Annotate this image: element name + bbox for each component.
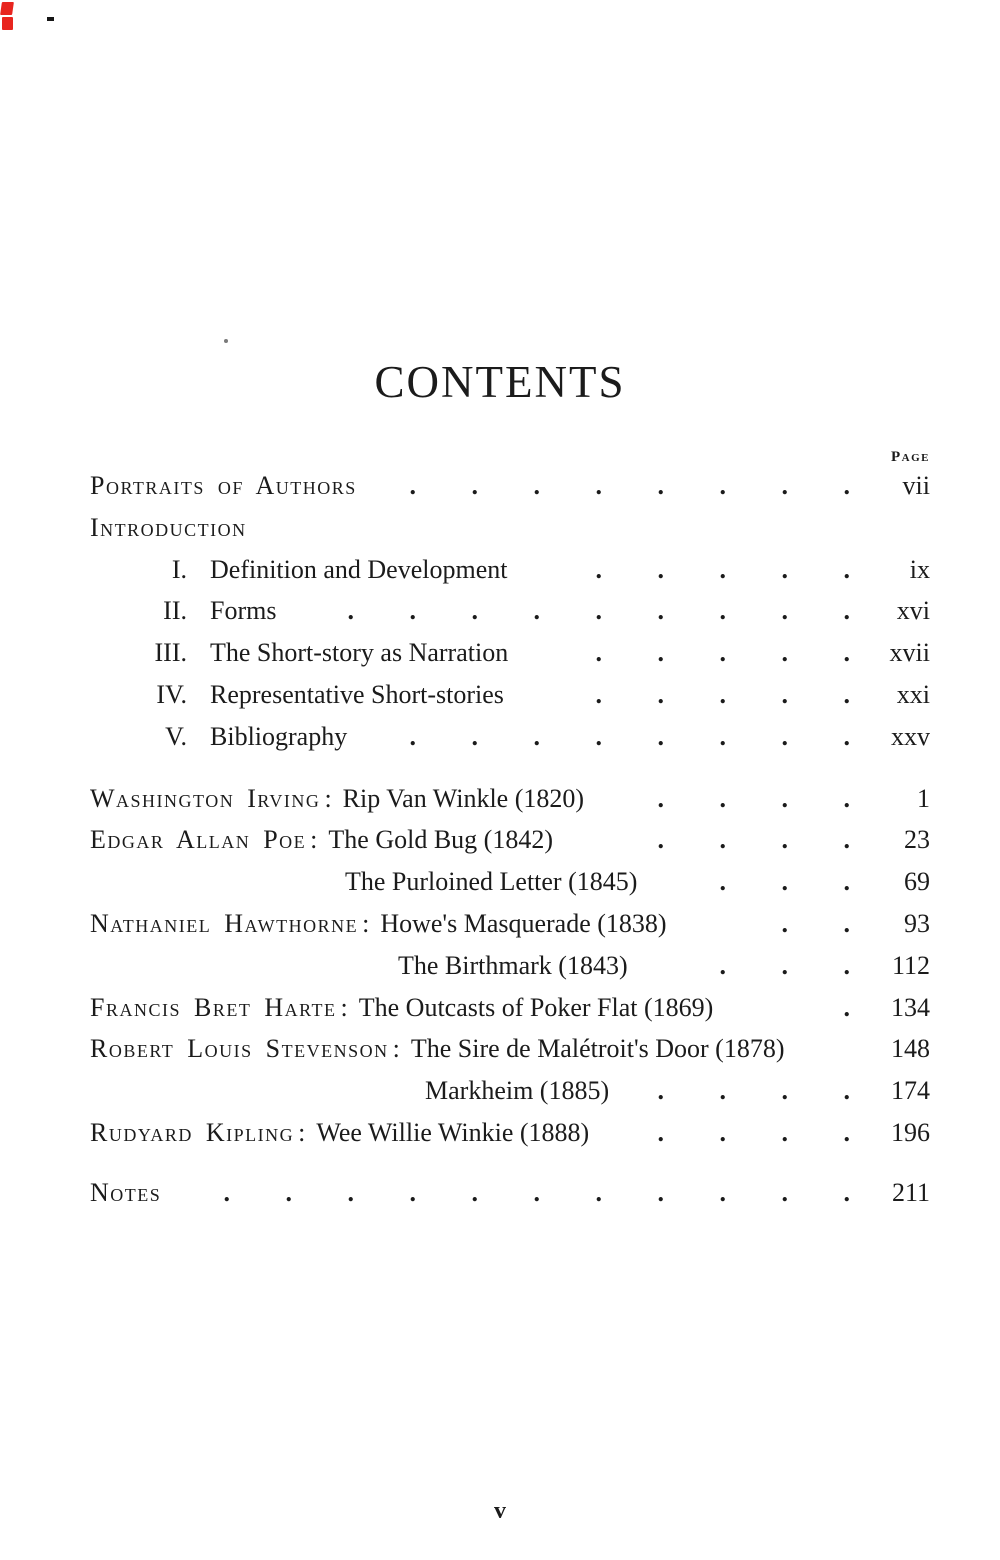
toc-page-number: xxv — [891, 721, 930, 751]
toc-dot-leader — [637, 861, 860, 903]
leader-dot: . — [409, 1177, 416, 1207]
toc-dot-leader — [713, 987, 860, 1029]
toc-page-number: 69 — [904, 867, 930, 897]
toc-story-title: Bibliography — [210, 721, 348, 751]
toc-section-row — [90, 674, 930, 716]
toc-page-number: 93 — [904, 908, 930, 938]
toc-story-title: Markheim (1885) — [425, 1076, 610, 1106]
toc-entry-row — [90, 903, 930, 945]
toc-entry-row — [90, 987, 930, 1029]
leader-dot: . — [409, 596, 416, 626]
toc-story-title: The Outcasts of Poker Flat (1869) — [358, 992, 714, 1022]
leader-dot: . — [719, 867, 726, 897]
leader-dot: . — [781, 867, 788, 897]
leader-dot: . — [657, 679, 664, 709]
leader-dot: . — [285, 1177, 292, 1207]
leader-dot: . — [533, 471, 540, 500]
leader-dot: . — [657, 721, 664, 751]
leader-dot: . — [781, 783, 788, 813]
toc — [90, 465, 930, 1214]
toc-dot-leader — [628, 945, 860, 987]
toc-section-row — [90, 590, 930, 632]
toc-section-numeral: II. — [163, 596, 187, 626]
toc-page-number: 196 — [891, 1117, 930, 1147]
ink-speck — [47, 17, 54, 21]
leader-dot: . — [843, 1117, 850, 1147]
toc-separator: : — [298, 1117, 306, 1147]
leader-dot: . — [781, 950, 788, 980]
toc-story-title: The Short-story as Narration — [210, 638, 509, 668]
toc-separator: : — [392, 1034, 400, 1064]
toc-author-name: Notes — [90, 1177, 162, 1207]
leader-dot: . — [719, 721, 726, 751]
leader-dot: . — [843, 721, 850, 751]
leader-dot: . — [347, 596, 354, 626]
toc-page-number: 174 — [891, 1076, 930, 1106]
leader-dot: . — [223, 1177, 230, 1207]
toc-page-number: vii — [902, 471, 930, 500]
toc-story-title: The Gold Bug (1842) — [328, 825, 553, 855]
toc-page-number: 148 — [891, 1034, 930, 1064]
toc-section-numeral: IV. — [156, 679, 187, 709]
toc-dot-leader — [667, 903, 860, 945]
leader-dot: . — [719, 1076, 726, 1106]
leader-dot: . — [595, 679, 602, 709]
toc-story-title: The Sire de Malétroit's Door (1878) — [410, 1034, 785, 1064]
toc-dot-leader — [357, 465, 860, 507]
toc-entry-row — [90, 819, 930, 861]
toc-dot-leader — [161, 1172, 860, 1214]
leader-dot: . — [657, 554, 664, 584]
leader-dot: . — [719, 783, 726, 813]
toc-section-numeral: V. — [165, 721, 187, 751]
leader-dot: . — [471, 721, 478, 751]
leader-dot: . — [347, 1177, 354, 1207]
leader-dot: . — [781, 908, 788, 938]
leader-dot: . — [719, 471, 726, 500]
leader-dot: . — [843, 992, 850, 1022]
toc-story-title: Rip Van Winkle (1820) — [342, 783, 585, 813]
leader-dot: . — [719, 638, 726, 668]
leader-dot: . — [781, 721, 788, 751]
toc-dot-leader — [584, 778, 860, 820]
toc-section-numeral: III. — [154, 638, 187, 668]
toc-author-name: Nathaniel Hawthorne — [90, 908, 359, 938]
toc-separator: : — [340, 992, 348, 1022]
toc-separator: : — [362, 908, 370, 938]
leader-dot: . — [781, 1076, 788, 1106]
toc-page-number: xvii — [889, 638, 930, 668]
leader-dot: . — [719, 825, 726, 855]
leader-dot: . — [843, 596, 850, 626]
toc-story-title: The Purloined Letter (1845) — [345, 867, 638, 897]
leader-dot: . — [595, 638, 602, 668]
toc-dot-leader — [347, 716, 860, 758]
toc-dot-leader — [504, 674, 860, 716]
ink-speck — [224, 339, 228, 343]
page-column-header: Page — [891, 449, 930, 465]
toc-dot-leader — [589, 1112, 860, 1154]
toc-story-title: Representative Short-stories — [210, 679, 504, 709]
toc-separator: : — [324, 783, 332, 813]
toc-entry-row — [90, 1112, 930, 1154]
leader-dot: . — [843, 783, 850, 813]
toc-story-title: Forms — [210, 596, 277, 626]
leader-dot: . — [781, 679, 788, 709]
leader-dot: . — [471, 471, 478, 500]
toc-section-numeral: I. — [171, 554, 187, 584]
toc-entry-row — [90, 1172, 930, 1214]
toc-dot-leader — [553, 819, 860, 861]
leader-dot: . — [843, 908, 850, 938]
toc-section-row — [90, 716, 930, 758]
leader-dot: . — [657, 471, 664, 500]
toc-dot-leader — [609, 1070, 860, 1112]
toc-page-number: 112 — [891, 950, 930, 980]
toc-author-name: Washington Irving — [90, 783, 321, 813]
leader-dot: . — [719, 596, 726, 626]
leader-dot: . — [595, 471, 602, 500]
leader-dot: . — [843, 638, 850, 668]
leader-dot: . — [719, 950, 726, 980]
toc-author-name: Introduction — [90, 512, 247, 542]
toc-page-number: 23 — [904, 825, 930, 855]
toc-heading-row — [90, 507, 930, 549]
toc-entry-row — [90, 465, 930, 507]
leader-dot: . — [533, 1177, 540, 1207]
toc-author-name: Edgar Allan Poe — [90, 825, 307, 855]
toc-entry-row — [90, 1070, 930, 1112]
red-scan-mark — [0, 2, 14, 15]
leader-dot: . — [719, 1117, 726, 1147]
leader-dot: . — [471, 1177, 478, 1207]
leader-dot: . — [781, 825, 788, 855]
toc-dot-leader — [276, 590, 860, 632]
toc-story-title: Howe's Masquerade (1838) — [380, 908, 667, 938]
leader-dot: . — [843, 1177, 850, 1207]
toc-page-number: ix — [909, 554, 930, 584]
leader-dot: . — [781, 554, 788, 584]
leader-dot: . — [533, 721, 540, 751]
leader-dot: . — [781, 596, 788, 626]
leader-dot: . — [719, 554, 726, 584]
toc-entry-row — [90, 861, 930, 903]
toc-author-name: Francis Bret Harte — [90, 992, 337, 1022]
leader-dot: . — [781, 1177, 788, 1207]
toc-page-number: 1 — [917, 783, 930, 813]
toc-author-name: Rudyard Kipling — [90, 1117, 295, 1147]
toc-entry-row — [90, 778, 930, 820]
toc-page-number: xvi — [896, 596, 930, 626]
page-title: CONTENTS — [374, 357, 626, 407]
leader-dot: . — [781, 471, 788, 500]
toc-page-number: 134 — [891, 992, 930, 1022]
toc-separator: : — [310, 825, 318, 855]
toc-page-number: xxi — [896, 679, 930, 709]
leader-dot: . — [843, 1076, 850, 1106]
leader-dot: . — [657, 1177, 664, 1207]
leader-dot: . — [781, 1117, 788, 1147]
leader-dot: . — [595, 554, 602, 584]
leader-dot: . — [409, 721, 416, 751]
leader-dot: . — [719, 679, 726, 709]
leader-dot: . — [657, 1076, 664, 1106]
leader-dot: . — [533, 596, 540, 626]
leader-dot: . — [843, 867, 850, 897]
toc-section-row — [90, 549, 930, 591]
leader-dot: . — [409, 471, 416, 500]
leader-dot: . — [657, 1117, 664, 1147]
leader-dot: . — [595, 596, 602, 626]
toc-story-title: The Birthmark (1843) — [398, 950, 628, 980]
folio-page-number: v — [494, 1498, 506, 1524]
toc-story-title: Definition and Development — [210, 554, 508, 584]
toc-author-name: Portraits of Authors — [90, 471, 357, 500]
leader-dot: . — [657, 783, 664, 813]
leader-dot: . — [657, 825, 664, 855]
leader-dot: . — [595, 721, 602, 751]
toc-entry-row — [90, 1028, 930, 1070]
leader-dot: . — [471, 596, 478, 626]
leader-dot: . — [781, 638, 788, 668]
leader-dot: . — [843, 554, 850, 584]
leader-dot: . — [843, 825, 850, 855]
toc-section-row — [90, 632, 930, 674]
toc-entry-row — [90, 945, 930, 987]
toc-story-title: Wee Willie Winkie (1888) — [316, 1117, 590, 1147]
leader-dot: . — [843, 950, 850, 980]
leader-dot: . — [657, 596, 664, 626]
toc-dot-leader — [508, 632, 860, 674]
leader-dot: . — [843, 679, 850, 709]
leader-dot: . — [595, 1177, 602, 1207]
toc-author-name: Robert Louis Stevenson — [90, 1034, 389, 1064]
toc-dot-leader — [507, 549, 860, 591]
leader-dot: . — [719, 1177, 726, 1207]
leader-dot: . — [843, 471, 850, 500]
toc-page-number: 211 — [891, 1177, 930, 1207]
red-scan-mark — [2, 17, 13, 30]
leader-dot: . — [657, 638, 664, 668]
